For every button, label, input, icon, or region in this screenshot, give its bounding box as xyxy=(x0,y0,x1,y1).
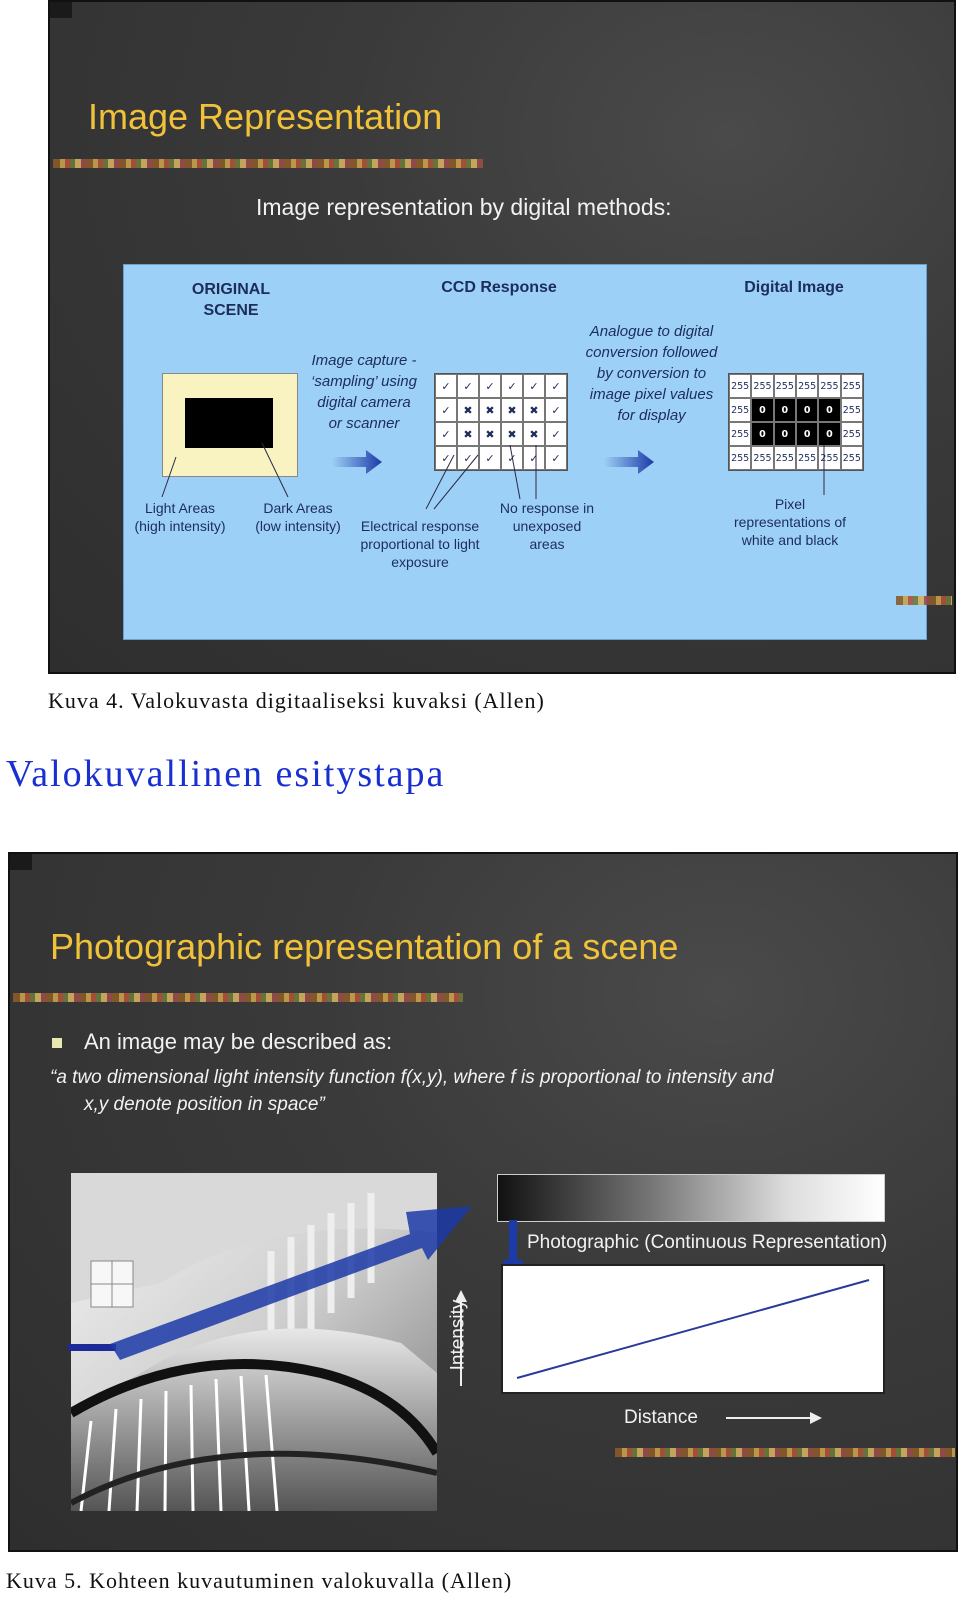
ccd-response-grid xyxy=(434,373,568,471)
pixel-cell: 255 xyxy=(818,446,840,470)
ccd-cell: ✓ xyxy=(435,398,457,422)
sampling-arrow-icon xyxy=(110,1194,490,1364)
slide-photographic-representation xyxy=(8,852,958,1552)
ccd-cell: ✖ xyxy=(501,422,523,446)
ccd-cell: ✖ xyxy=(457,398,479,422)
text-line: areas xyxy=(529,536,565,552)
text-line: No response in xyxy=(499,500,595,516)
text-line: digital camera xyxy=(317,394,411,411)
pixel-cell: 255 xyxy=(774,374,796,398)
text-line: Dark Areas xyxy=(263,500,333,516)
ccd-response-heading: CCD Response xyxy=(441,279,557,296)
dark-area-rectangle xyxy=(185,398,273,448)
ccd-cell: ✓ xyxy=(435,374,457,398)
text-line: unexposed xyxy=(512,518,582,534)
pixel-cell: 255 xyxy=(796,446,818,470)
pixel-cell: 0 xyxy=(818,398,840,422)
pixel-cell: 255 xyxy=(841,374,863,398)
pixel-cell: 255 xyxy=(729,374,751,398)
sample-marker xyxy=(68,1344,116,1351)
footer-decoration xyxy=(896,596,952,605)
image-capture-text xyxy=(294,350,434,434)
corner-decoration xyxy=(10,854,32,870)
corner-decoration xyxy=(50,2,72,18)
pixel-cell: 0 xyxy=(751,398,773,422)
ccd-cell: ✓ xyxy=(501,446,523,470)
process-arrow-icon xyxy=(604,450,654,474)
pixel-cell: 255 xyxy=(796,374,818,398)
text-line: image pixel values xyxy=(589,386,714,403)
light-areas-label xyxy=(126,499,234,535)
dark-areas-label xyxy=(248,499,348,535)
pixel-cell: 0 xyxy=(818,422,840,446)
ccd-cell: ✓ xyxy=(545,398,567,422)
diagram-panel xyxy=(123,264,927,640)
text-line: white and black xyxy=(741,532,839,548)
ccd-cell: ✖ xyxy=(501,398,523,422)
footer-decoration xyxy=(615,1448,955,1457)
text-line: Electrical response xyxy=(360,518,480,534)
intensity-graph xyxy=(501,1264,885,1394)
process-arrow-icon xyxy=(332,450,382,474)
pixel-cell: 255 xyxy=(729,422,751,446)
pixel-cell: 255 xyxy=(818,374,840,398)
heading-line: SCENE xyxy=(203,302,259,319)
y-axis-label: Intensity xyxy=(447,1299,469,1371)
text-line: proportional to light xyxy=(360,536,480,552)
ccd-cell: ✓ xyxy=(545,374,567,398)
ccd-cell: ✓ xyxy=(523,374,545,398)
ccd-cell: ✓ xyxy=(457,446,479,470)
digital-pixel-grid xyxy=(728,373,864,471)
text-line: exposure xyxy=(391,554,449,570)
figure-caption-4: Kuva 4. Valokuvasta digitaaliseksi kuvaksi (Allen) xyxy=(48,688,545,713)
x-axis-arrow-icon xyxy=(726,1411,822,1425)
x-axis-label: Distance xyxy=(624,1407,698,1428)
text-line: for display xyxy=(617,407,686,424)
ccd-cell: ✓ xyxy=(545,422,567,446)
text-line: (low intensity) xyxy=(255,518,341,534)
text-line: representations of xyxy=(733,514,847,530)
slide-subtitle: Image representation by digital methods: xyxy=(256,194,672,220)
pixel-cell: 255 xyxy=(751,374,773,398)
ccd-cell: ✓ xyxy=(523,446,545,470)
bullet-text: An image may be described as: xyxy=(84,1029,393,1054)
ccd-cell: ✓ xyxy=(435,422,457,446)
pixel-cell: 0 xyxy=(796,398,818,422)
ccd-cell: ✖ xyxy=(457,422,479,446)
digital-image-heading: Digital Image xyxy=(744,279,844,296)
text-line: ‘sampling’ using xyxy=(311,373,417,390)
quote-line: x,y denote position in space” xyxy=(84,1094,325,1115)
text-line: Analogue to digital xyxy=(589,323,714,340)
text-line: Pixel xyxy=(774,496,806,512)
intensity-line-plot xyxy=(503,1266,883,1392)
pixel-cell: 0 xyxy=(774,422,796,446)
ccd-cell: ✖ xyxy=(479,398,501,422)
ccd-cell: ✓ xyxy=(457,374,479,398)
slide-title: Photographic representation of a scene xyxy=(50,926,679,967)
ccd-cell: ✓ xyxy=(479,374,501,398)
ccd-cell: ✖ xyxy=(523,398,545,422)
ccd-cell: ✖ xyxy=(523,422,545,446)
pixel-cell: 255 xyxy=(774,446,796,470)
pixel-cell: 0 xyxy=(796,422,818,446)
slide-title: Image Representation xyxy=(88,96,443,137)
original-scene-heading xyxy=(176,279,286,321)
pixel-cell: 255 xyxy=(729,398,751,422)
pixel-cell: 0 xyxy=(774,398,796,422)
title-underline-decoration xyxy=(13,993,463,1002)
continuous-gradient-bar xyxy=(497,1174,885,1222)
definition-quote xyxy=(50,1064,930,1118)
text-line: (high intensity) xyxy=(134,518,226,534)
analogue-digital-conversion-text xyxy=(569,321,734,426)
text-line: Light Areas xyxy=(144,500,216,516)
pixel-representation-label xyxy=(720,495,860,549)
quote-line: “a two dimensional light intensity function f(x,y), where f is proportional to intensity and xyxy=(50,1067,774,1088)
pixel-cell: 255 xyxy=(841,446,863,470)
ccd-cell: ✓ xyxy=(435,446,457,470)
ccd-cell: ✓ xyxy=(501,374,523,398)
pixel-cell: 255 xyxy=(751,446,773,470)
ccd-cell: ✖ xyxy=(479,422,501,446)
graph-label: Photographic (Continuous Representation) xyxy=(527,1232,888,1253)
heading-line: ORIGINAL xyxy=(191,281,271,298)
text-line: conversion followed xyxy=(585,344,718,361)
pixel-cell: 0 xyxy=(751,422,773,446)
electrical-response-label xyxy=(350,517,490,571)
figure-caption-5: Kuva 5. Kohteen kuvautuminen valokuvalla (Allen) xyxy=(6,1568,513,1593)
ccd-cell: ✓ xyxy=(479,446,501,470)
bullet-square-icon xyxy=(52,1038,62,1048)
pixel-cell: 255 xyxy=(841,422,863,446)
text-line: or scanner xyxy=(328,415,400,432)
pixel-cell: 255 xyxy=(841,398,863,422)
section-heading: Valokuvallinen esitystapa xyxy=(6,753,446,795)
slide-image-representation xyxy=(48,0,956,674)
no-response-label xyxy=(492,499,602,553)
text-line: Image capture - xyxy=(311,352,417,369)
title-underline-decoration xyxy=(53,159,483,168)
pixel-cell: 255 xyxy=(729,446,751,470)
original-scene-picture xyxy=(162,373,298,477)
ccd-cell: ✓ xyxy=(545,446,567,470)
text-line: by conversion to xyxy=(596,365,707,382)
